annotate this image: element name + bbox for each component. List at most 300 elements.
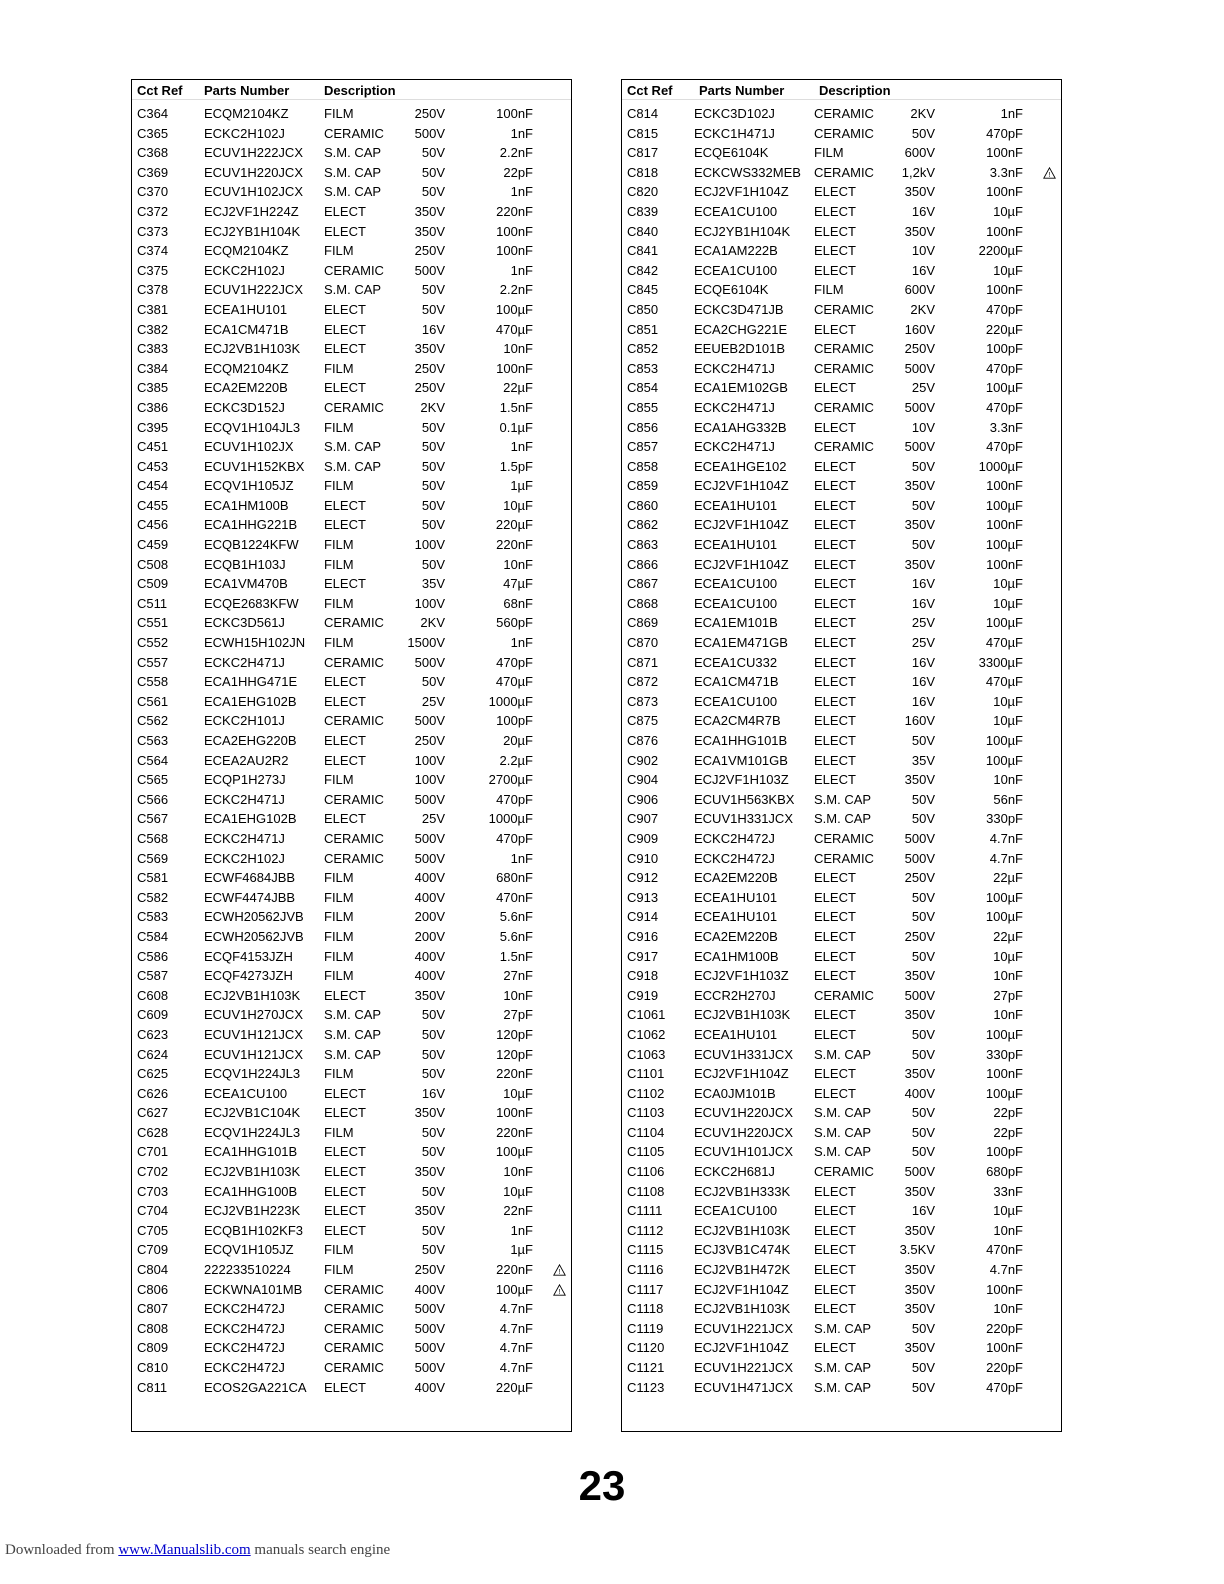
cell-ref: C378 (137, 282, 169, 298)
table-row (622, 692, 1061, 712)
cell-description: CERAMIC (324, 1301, 384, 1317)
cell-description: ELECT (814, 1183, 856, 1199)
cell-voltage: 50V (911, 733, 935, 748)
table-row (622, 1240, 1061, 1260)
cell-part-number: ECA2CM4R7B (694, 713, 781, 729)
header-description: Description (324, 83, 396, 98)
cell-description: ELECT (324, 733, 366, 748)
cell-value: 220nF (496, 1124, 533, 1140)
table-row (622, 1162, 1061, 1182)
table-row (132, 182, 571, 202)
cell-part-number: ECKC2H102J (204, 850, 285, 866)
table-row (132, 437, 571, 457)
cell-voltage: 400V (414, 870, 445, 886)
cell-description: ELECT (324, 517, 366, 533)
cell-ref: C860 (627, 497, 659, 513)
cell-voltage: 600V (904, 145, 935, 161)
cell-description: FILM (324, 870, 354, 886)
cell-part-number: ECEA1HU101 (694, 909, 778, 925)
cell-description: ELECT (324, 223, 366, 239)
cell-description: CERAMIC (814, 439, 874, 455)
cell-value: 10nF (503, 341, 533, 357)
cell-value: 22µF (993, 928, 1023, 944)
table-header (137, 81, 571, 101)
cell-value: 27nF (503, 968, 533, 984)
cell-voltage: 350V (904, 1281, 935, 1297)
cell-ref: C381 (137, 301, 169, 317)
cell-value: 2700µF (488, 772, 533, 788)
cell-value: 22pF (993, 1105, 1023, 1121)
table-row (622, 1378, 1061, 1398)
cell-ref: C365 (137, 125, 169, 141)
cell-part-number: ECEA1CU100 (694, 262, 778, 278)
cell-voltage: 100V (414, 752, 445, 768)
cell-ref: C1105 (627, 1144, 665, 1160)
cell-voltage: 500V (904, 360, 935, 376)
cell-ref: C1120 (627, 1340, 665, 1356)
cell-voltage: 50V (421, 1007, 445, 1023)
cell-part-number: ECQF4273JZH (204, 968, 293, 984)
cell-description: ELECT (324, 674, 366, 690)
cell-part-number: ECJ2VB1H223K (204, 1203, 301, 1219)
cell-part-number: ECKC2H471J (694, 360, 775, 376)
cell-ref: C863 (627, 537, 659, 553)
cell-value: 100µF (985, 537, 1023, 553)
table-row (132, 202, 571, 222)
cell-ref: C551 (137, 615, 169, 631)
cell-ref: C563 (137, 733, 169, 748)
table-row (132, 1221, 571, 1241)
cell-ref: C705 (137, 1222, 169, 1238)
table-row (132, 947, 571, 967)
page-number: 23 (578, 1462, 626, 1509)
table-row (132, 809, 571, 829)
table-row (132, 359, 571, 379)
cell-value: 100nF (986, 517, 1023, 533)
cell-ref: C384 (137, 360, 169, 376)
cell-description: CERAMIC (814, 830, 874, 846)
table-row (622, 1319, 1061, 1339)
table-row (132, 1378, 571, 1398)
cell-value: 470pF (496, 830, 533, 846)
cell-part-number: ECKC3D152J (204, 399, 285, 415)
cell-value: 68nF (503, 595, 533, 611)
cell-part-number: ECKC2H681J (694, 1164, 775, 1180)
table-row (622, 418, 1061, 438)
table-row (132, 1064, 571, 1084)
table-row (132, 300, 571, 320)
cell-value: 4.7nF (989, 850, 1023, 866)
cell-value: 100µF (985, 752, 1023, 768)
table-row (622, 1338, 1061, 1358)
cell-value: 1nF (510, 439, 533, 455)
cell-description: S.M. CAP (324, 458, 382, 474)
header-parts-number: Parts Number (699, 83, 785, 98)
cell-part-number: ECJ2VF1H104Z (694, 1281, 789, 1297)
cell-voltage: 50V (911, 497, 935, 513)
table-row (622, 535, 1061, 555)
cell-voltage: 350V (414, 203, 445, 219)
cell-value: 470pF (986, 399, 1023, 415)
table-row (132, 653, 571, 673)
cell-description: ELECT (814, 595, 856, 611)
cell-voltage: 10V (911, 419, 935, 435)
cell-ref: C1118 (627, 1301, 664, 1317)
table-row (132, 457, 571, 477)
table-row (622, 1299, 1061, 1319)
cell-value: 470pF (496, 654, 533, 670)
cell-ref: C567 (137, 811, 169, 827)
table-row (132, 143, 571, 163)
cell-part-number: ECQP1H273J (204, 772, 286, 788)
table-row (622, 182, 1061, 202)
cell-ref: C385 (137, 380, 169, 396)
table-row (622, 594, 1061, 614)
cell-value: 10µF (993, 595, 1023, 611)
cell-ref: C581 (137, 870, 169, 886)
cell-description: ELECT (814, 909, 856, 925)
cell-ref: C586 (137, 948, 169, 964)
cell-description: ELECT (324, 1144, 366, 1160)
table-row (132, 1299, 571, 1319)
cell-voltage: 25V (421, 693, 445, 709)
cell-part-number: ECUV1H222JCX (204, 282, 303, 298)
cell-ref: C916 (627, 928, 659, 944)
cell-ref: C804 (137, 1262, 169, 1278)
cell-description: ELECT (814, 1262, 856, 1278)
cell-value: 100µF (495, 1144, 533, 1160)
cell-ref: C558 (137, 674, 169, 690)
cell-voltage: 350V (414, 223, 445, 239)
cell-voltage: 350V (414, 1105, 445, 1121)
cell-value: 100µF (985, 497, 1023, 513)
cell-ref: C810 (137, 1360, 169, 1375)
cell-description: ELECT (814, 1007, 856, 1023)
cell-value: 100pF (986, 1144, 1023, 1160)
cell-ref: C608 (137, 987, 169, 1003)
warning-icon (553, 1280, 567, 1299)
cell-voltage: 2KV (420, 615, 445, 631)
cell-voltage: 50V (911, 909, 935, 925)
table-row (132, 907, 571, 927)
header-description: Description (819, 83, 891, 98)
cell-part-number: ECKC3D561J (204, 615, 285, 631)
cell-part-number: ECCR2H270J (694, 987, 776, 1003)
cell-description: FILM (324, 478, 354, 494)
table-row (132, 1045, 571, 1065)
cell-voltage: 500V (414, 713, 445, 729)
cell-voltage: 500V (414, 791, 445, 807)
cell-ref: C906 (627, 791, 659, 807)
cell-voltage: 1,2kV (901, 164, 935, 180)
cell-description: ELECT (324, 1379, 366, 1395)
cell-part-number: ECQV1H224JL3 (204, 1124, 301, 1140)
cell-voltage: 350V (904, 772, 935, 788)
cell-ref: C851 (627, 321, 659, 337)
cell-ref: C383 (137, 341, 169, 357)
cell-part-number: ECEA1HU101 (694, 1026, 778, 1042)
cell-part-number: ECWH20562JVB (204, 909, 304, 925)
table-row (132, 222, 571, 242)
cell-voltage: 350V (904, 968, 935, 984)
cell-value: 100nF (986, 145, 1023, 161)
cell-description: ELECT (814, 1026, 856, 1042)
cell-description: CERAMIC (324, 1281, 384, 1297)
table-row (622, 124, 1061, 144)
cell-part-number: ECA1HHG101B (694, 733, 788, 748)
cell-ref: C628 (137, 1124, 169, 1140)
footer-suffix: manuals search engine (254, 1542, 391, 1558)
cell-ref: C509 (137, 576, 169, 592)
cell-voltage: 16V (911, 674, 935, 690)
cell-ref: C375 (137, 262, 169, 278)
cell-value: 100nF (986, 1066, 1023, 1082)
cell-part-number: ECWH15H102JN (204, 635, 306, 651)
cell-voltage: 50V (911, 791, 935, 807)
cell-part-number: ECEA1CU100 (694, 576, 778, 592)
table-row (132, 849, 571, 869)
cell-part-number: ECA1VM470B (204, 576, 288, 592)
cell-value: 1nF (510, 125, 533, 141)
cell-part-number: ECKC2H471J (204, 830, 285, 846)
cell-voltage: 50V (911, 889, 935, 905)
cell-description: FILM (324, 419, 354, 435)
cell-part-number: ECKC3D471JB (694, 301, 784, 317)
cell-voltage: 50V (421, 556, 445, 572)
cell-description: CERAMIC (324, 125, 384, 141)
cell-ref: C855 (627, 399, 659, 415)
table-row (132, 731, 571, 751)
cell-part-number: ECKC2H102J (204, 262, 285, 278)
table-row (622, 515, 1061, 535)
table-row (622, 1084, 1061, 1104)
cell-value: 10nF (503, 1164, 533, 1180)
cell-description: FILM (324, 360, 354, 376)
cell-voltage: 16V (911, 693, 935, 709)
cell-description: CERAMIC (324, 791, 384, 807)
cell-voltage: 50V (421, 1242, 445, 1258)
header-divider (622, 99, 1061, 100)
cell-voltage: 600V (904, 282, 935, 298)
cell-ref: C569 (137, 850, 169, 866)
table-row (622, 790, 1061, 810)
table-row (132, 1005, 571, 1025)
cell-part-number: ECA1HM100B (694, 948, 779, 964)
cell-part-number: ECA1CM471B (694, 674, 779, 690)
cell-ref: C1123 (627, 1379, 665, 1395)
cell-description: ELECT (814, 576, 856, 592)
warning-icon (553, 1260, 567, 1279)
cell-ref: C807 (137, 1301, 169, 1317)
cell-part-number: ECJ2VF1H104Z (694, 1340, 789, 1356)
table-row (622, 751, 1061, 771)
table-row (132, 594, 571, 614)
cell-ref: C459 (137, 537, 169, 553)
cell-description: ELECT (814, 321, 856, 337)
table-row (622, 907, 1061, 927)
cell-part-number: ECUV1H563KBX (694, 791, 795, 807)
cell-ref: C623 (137, 1026, 169, 1042)
cell-part-number: ECJ2VF1H104Z (694, 517, 789, 533)
cell-part-number: ECJ2VB1H103K (694, 1222, 791, 1238)
cell-value: 470µF (495, 674, 533, 690)
cell-description: S.M. CAP (814, 791, 872, 807)
cell-value: 27pF (993, 987, 1023, 1003)
cell-description: ELECT (814, 635, 856, 651)
cell-description: ELECT (324, 1222, 366, 1238)
cell-part-number: ECWF4684JBB (204, 870, 296, 886)
cell-voltage: 350V (414, 341, 445, 357)
table-row (132, 672, 571, 692)
cell-voltage: 50V (421, 674, 445, 690)
cell-value: 100nF (496, 243, 533, 259)
cell-description: FILM (324, 1242, 354, 1258)
cell-value: 0.1µF (499, 419, 533, 435)
cell-value: 5.6nF (499, 928, 533, 944)
cell-ref: C1108 (627, 1183, 665, 1199)
cell-part-number: ECUV1H221JCX (694, 1360, 793, 1375)
cell-ref: C701 (137, 1144, 169, 1160)
cell-description: FILM (324, 928, 354, 944)
cell-ref: C1104 (627, 1124, 665, 1140)
cell-ref: C626 (137, 1085, 169, 1101)
cell-voltage: 50V (421, 184, 445, 200)
cell-part-number: ECOS2GA221CA (204, 1379, 307, 1395)
cell-voltage: 350V (414, 1203, 445, 1219)
cell-ref: C584 (137, 928, 169, 944)
cell-value: 470pF (986, 125, 1023, 141)
cell-description: ELECT (814, 419, 856, 435)
cell-value: 560pF (496, 615, 533, 631)
cell-voltage: 50V (421, 1183, 445, 1199)
table-row (132, 163, 571, 183)
cell-description: CERAMIC (324, 713, 384, 729)
cell-part-number: ECA1HHG471E (204, 674, 298, 690)
cell-value: 10nF (503, 556, 533, 572)
table-row (132, 1280, 571, 1300)
cell-description: S.M. CAP (324, 1026, 382, 1042)
cell-voltage: 500V (904, 987, 935, 1003)
cell-part-number: ECA2CHG221E (694, 321, 788, 337)
cell-description: ELECT (814, 1222, 856, 1238)
cell-value: 10µF (503, 497, 533, 513)
footer-link[interactable]: www.Manualslib.com (118, 1542, 251, 1558)
table-row (132, 986, 571, 1006)
cell-description: ELECT (814, 380, 856, 396)
cell-ref: C382 (137, 321, 169, 337)
table-row (132, 1142, 571, 1162)
cell-part-number: ECKC1H471J (694, 125, 775, 141)
cell-ref: C455 (137, 497, 169, 513)
cell-part-number: ECA2EM220B (694, 928, 778, 944)
cell-ref: C374 (137, 243, 169, 259)
cell-ref: C511 (137, 595, 168, 611)
cell-ref: C552 (137, 635, 169, 651)
cell-ref: C557 (137, 654, 169, 670)
cell-voltage: 50V (911, 1360, 935, 1375)
cell-voltage: 3.5KV (899, 1242, 935, 1258)
table-row (132, 339, 571, 359)
cell-value: 330pF (986, 1046, 1023, 1062)
cell-description: ELECT (324, 752, 366, 768)
cell-part-number: ECUV1H220JCX (694, 1124, 793, 1140)
cell-description: ELECT (814, 693, 856, 709)
table-row (132, 1084, 571, 1104)
cell-part-number: ECA1AHG332B (694, 419, 787, 435)
cell-voltage: 16V (911, 262, 935, 278)
table-row (622, 1064, 1061, 1084)
cell-part-number: ECA1VM101GB (694, 752, 788, 768)
cell-value: 470µF (985, 674, 1023, 690)
table-row (132, 613, 571, 633)
cell-description: ELECT (324, 497, 366, 513)
cell-ref: C818 (627, 164, 659, 180)
cell-part-number: ECJ2VB1H103K (694, 1301, 791, 1317)
cell-value: 10nF (503, 987, 533, 1003)
cell-description: ELECT (814, 1281, 856, 1297)
cell-description: CERAMIC (814, 850, 874, 866)
table-row (132, 1240, 571, 1260)
table-row (132, 496, 571, 516)
cell-voltage: 50V (911, 1026, 935, 1042)
cell-part-number: ECJ2VB1H103K (694, 1007, 791, 1023)
cell-value: 10nF (993, 1222, 1023, 1238)
cell-voltage: 500V (904, 830, 935, 846)
cell-description: ELECT (814, 1340, 856, 1356)
cell-ref: C875 (627, 713, 659, 729)
cell-part-number: ECUV1H331JCX (694, 1046, 793, 1062)
cell-value: 10µF (503, 1085, 533, 1101)
table-header (627, 81, 1061, 101)
cell-voltage: 160V (904, 321, 935, 337)
table-row (132, 1319, 571, 1339)
table-row (622, 888, 1061, 908)
cell-ref: C561 (137, 693, 169, 709)
cell-ref: C1061 (627, 1007, 666, 1023)
cell-voltage: 500V (414, 262, 445, 278)
cell-description: CERAMIC (814, 987, 874, 1003)
cell-part-number: ECQM2104KZ (204, 106, 289, 121)
table-row (622, 1123, 1061, 1143)
cell-description: ELECT (814, 889, 856, 905)
cell-description: CERAMIC (324, 399, 384, 415)
cell-ref: C917 (627, 948, 659, 964)
cell-description: ELECT (324, 1164, 366, 1180)
cell-voltage: 350V (414, 987, 445, 1003)
cell-value: 470pF (496, 791, 533, 807)
cell-part-number: ECUV1H101JCX (694, 1144, 793, 1160)
footer-prefix: Downloaded from (5, 1542, 115, 1558)
cell-part-number: ECQB1H102KF3 (204, 1222, 303, 1238)
cell-voltage: 50V (911, 1105, 935, 1121)
cell-part-number: 222233510224 (204, 1262, 291, 1278)
cell-ref: C627 (137, 1105, 169, 1121)
cell-value: 1nF (510, 1222, 533, 1238)
cell-voltage: 400V (414, 1281, 445, 1297)
cell-voltage: 350V (904, 223, 935, 239)
cell-value: 1000µF (488, 693, 533, 709)
cell-part-number: ECJ2VF1H104Z (694, 184, 789, 200)
cell-ref: C814 (627, 106, 659, 121)
table-row (132, 1123, 571, 1143)
table-row (132, 790, 571, 810)
table-row (622, 1045, 1061, 1065)
cell-description: S.M. CAP (814, 1320, 872, 1336)
cell-value: 100nF (986, 556, 1023, 572)
cell-ref: C1063 (627, 1046, 666, 1062)
cell-description: ELECT (814, 1242, 856, 1258)
cell-value: 680nF (496, 870, 533, 886)
